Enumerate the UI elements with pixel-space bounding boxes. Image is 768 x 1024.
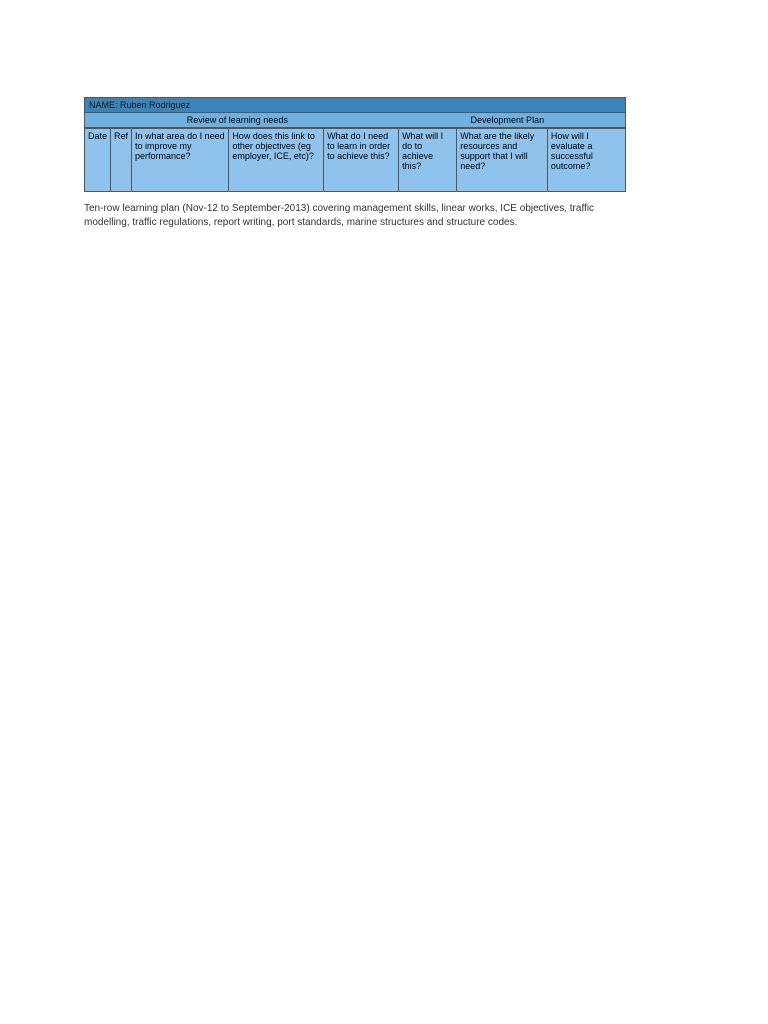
col-action: What will I do to achieve this? [399,129,457,192]
col-ref: Ref [111,129,132,192]
review-band: Review of learning needs [186,115,288,125]
col-link: How does this link to other objectives (eg employer, ICE, etc)? [229,129,324,192]
plan-table [84,128,626,192]
col-resources: What are the likely resources and support that I will need? [457,129,548,192]
plan-band: Development Plan [470,115,545,125]
col-learn: What do I need to learn in order to achieve this? [324,129,399,192]
name-band: NAME: Ruben Rodriguez [84,97,626,113]
col-area: In what area do I need to improve my performance? [132,129,229,192]
header-row [85,129,626,192]
col-evaluation: How will I evaluate a successful outcome? [547,129,625,192]
section-bands [84,113,626,128]
col-date: Date [85,129,111,192]
development-plan-sheet [84,97,626,230]
plan-summary: Ten-row learning plan (Nov-12 to September-2013) covering management skills, linear works, ICE objectives, traffic modelling, traffic regulations, report writing, port standards, marine structures and structure codes. [84,203,595,228]
